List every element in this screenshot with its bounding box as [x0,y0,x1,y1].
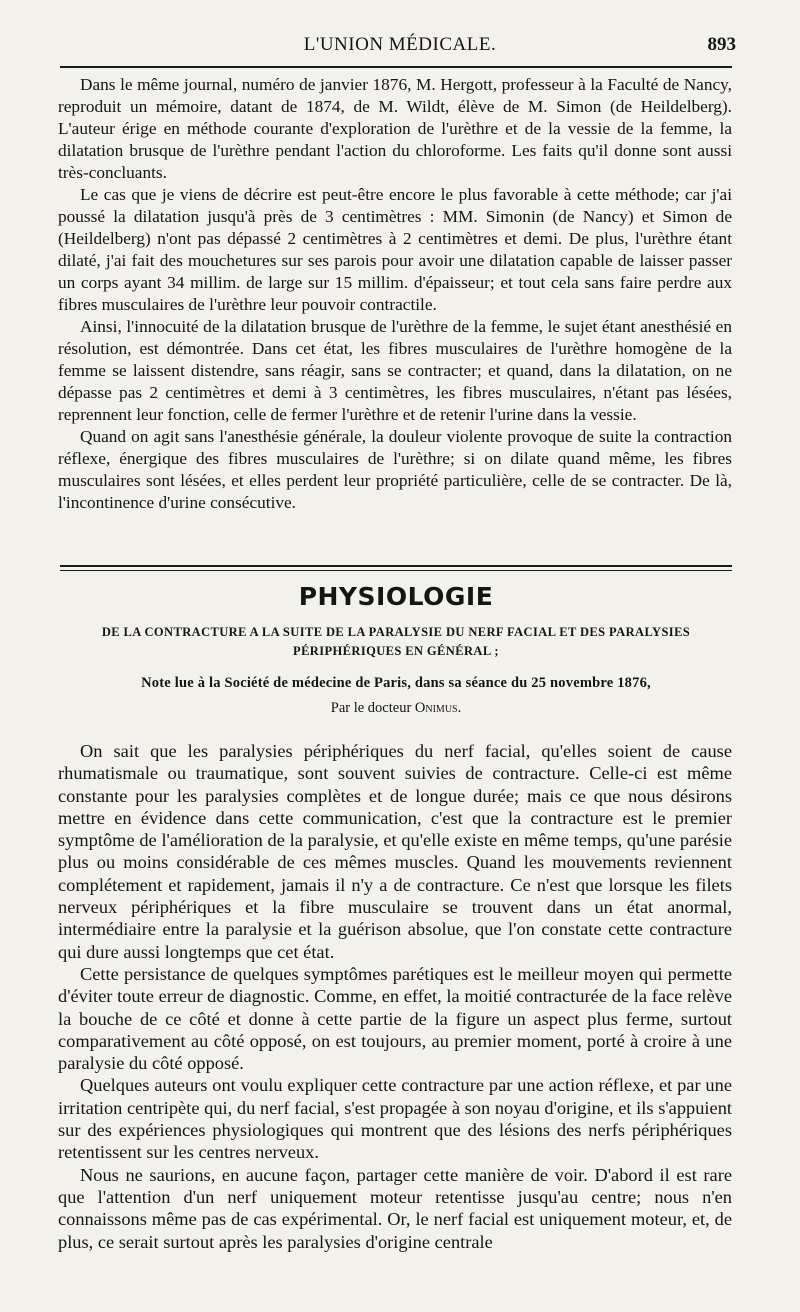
section-title: PHYSIOLOGIE [298,582,494,611]
paragraph: Quelques auteurs ont voulu expliquer cette contracture par une action réflexe, et par une irritation centripète qui, du nerf facial, s'est propagée à son noyau d'origine, et ils s'appuient sur des expériences physiologiques qui montrent que des lésions des nerfs périphériques retentissent sur les centres nerveux. [58,1075,732,1163]
paragraph: Quand on agit sans l'anesthésie générale, la douleur violente provoque de suite la contraction réflexe, énergique des fibres musculaires de l'urèthre; si on dilate quand même, les fibres musculaires sont lésées, et elles perdent leur propriété particulière, celle de se contracter. De là, l'incontinence d'urine consécutive. [58,427,732,512]
section-divider [60,565,732,571]
paragraph: On sait que les paralysies périphériques du nerf facial, qu'elles soient de cause rhumatismale ou traumatique, sont souvent suivies de contracture. Celle-ci est même constante pour les paralysies complètes et de longue durée; mais ce que nous désirons mettre en évidence dans cette communication, c'est que la contracture est le premier symptôme de l'amélioration de la paralysie, et qu'elle existe en même temps, qu'une parésie plus ou moins considérable de ces mêmes muscles. Quand les mouvements reviennent complétement et rapidement, jamais il n'y a de contracture. Ce n'est que lorsque les filets nerveux périphériques et la fibre musculaire se trouvent dans un état anormal, intermédiaire entre la paralysie et la guérison absolue, que l'on constate cette contracture qui dure aussi longtemps que cet état. [58,741,732,962]
paragraph: Dans le même journal, numéro de janvier 1876, M. Hergott, professeur à la Faculté de Nancy, reproduit un mémoire, datant de 1874, de M. Wildt, élève de M. Simon (de Heildelberg). L'auteur érige en méthode courante d'exploration de l'urèthre et de la vessie de la femme, la dilatation brusque de l'urèthre pendant l'action du chloroforme. Les faits qu'il donne sont aussi très-concluants. [58,75,732,182]
page-number: 893 [707,34,736,55]
paragraph: Cette persistance de quelques symptômes parétiques est le meilleur moyen qui permette d'éviter toute erreur de diagnostic. Comme, en effet, la moitié contracturée de la face relève la bouche de ce côté et donne à cette partie de la figure un aspect plus ferme, surtout comparativement au côté opposé, on est toujours, au premier moment, porté à croire à une paralysie du côté opposé. [58,963,732,1074]
presentation-note: Note lue à la Société de médecine de Paris, dans sa séance du 25 novembre 1876, [141,675,651,691]
article-body [58,740,732,1253]
article-title: DE LA CONTRACTURE A LA SUITE DE LA PARALYSIE DU NERF FACIAL ET DES PARALYSIES PÉRIPHÉRIQUES EN GÉNÉRAL ; [101,625,691,658]
author-prefix: Par le docteur [330,700,415,716]
author-name: Onimus. [414,700,462,716]
running-header [60,34,740,64]
paragraph: Le cas que je viens de décrire est peut-être encore le plus favorable à cette méthode; car j'ai poussé la dilatation jusqu'à près de 3 centimètres : MM. Simonin (de Nancy) et Simon de (Heildelberg) n'ont pas dépassé 2 centimètres à 2 centimètres et demi. De plus, l'urèthre étant dilaté, j'ai fait des mouchetures sur ses parois pour avoir une dilatation capable de laisser passer un corps ayant 34 millim. de large sur 15 millim. d'épaisseur; et tout cela sans faire perdre aux fibres musculaires de l'urèthre leur pouvoir contractile. [58,185,732,314]
author-line [60,700,732,717]
paragraph: Nous ne saurions, en aucune façon, partager cette manière de voir. D'abord il est rare que l'attention d'un nerf uniquement moteur retentisse jusqu'au centre; nous n'en connaissons même pas de cas expérimental. Or, le nerf facial est uniquement moteur, et, de plus, ce serait surtout après les paralysies d'origine centrale [58,1164,732,1252]
section-heading-block [60,582,732,717]
header-rule [60,66,732,68]
journal-title: L'UNION MÉDICALE. [303,34,497,55]
paragraph: Ainsi, l'innocuité de la dilatation brusque de l'urèthre de la femme, le sujet étant anesthésié en résolution, est démontrée. Dans cet état, les fibres musculaires de l'urèthre homogène de la femme se laissent distendre, sans réagir, sans se contracter; et quand, dans la dilatation, on ne dépasse pas 2 centimètres et demi à 3 centimètres, les fibres musculaires, n'étant pas lésées, reprennent leur fonction, celle de fermer l'urèthre et de retenir l'urine dans la vessie. [58,317,732,424]
previous-article-text [58,74,732,514]
